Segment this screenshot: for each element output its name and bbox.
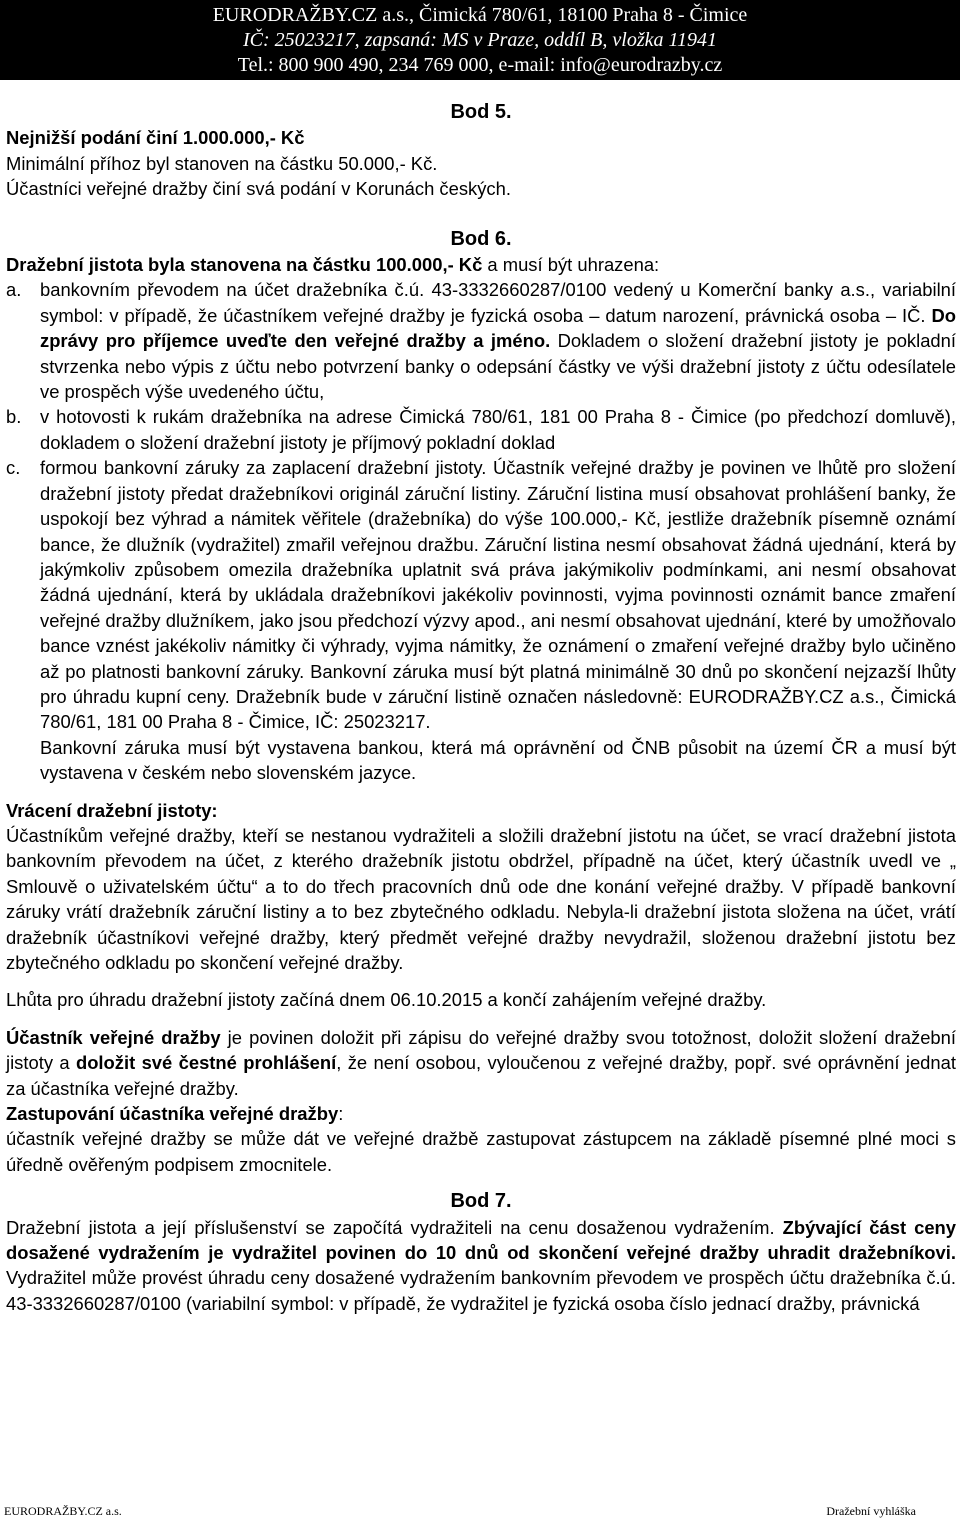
refund-heading: Vrácení dražební jistoty: xyxy=(6,799,218,821)
bod7-text: Dražební jistota a její příslušenství se započítá vydražiteli na cenu dosaženou vydražením. Zbývající část ceny dosažené vydražením je vydražitel povinen do 10 dnů od skončení veřejné dražby uhradit dražebníkovi. Vydražitel může provést úhradu ceny dosažené vydražením bankovním převodem ve prospěch účtu dražebníka č.ú. 43-3332660287/0100 (variabilní symbol: v případě, že vydražitel je fyzická osoba číslo jednací dražby, právnická xyxy=(6,1216,957,1314)
currency-note: Účastníci veřejné dražby činí svá podání v Korunách českých. xyxy=(6,178,511,200)
min-increment: Minimální příhoz byl stanoven na částku 50.000,- Kč. xyxy=(6,152,438,174)
payment-option-a: a. bankovním převodem na účet dražebníka č.ú. 43-3332660287/0100 vedený u Komerční banky a.s., variabilní symbol: v případě, že účastníkem veřejné dražby je fyzická osoba – datum narození, právnická osoba – IČ. Do zprávy pro příjemce uveďte den veřejné dražby a jméno. Dokladem o složení dražební jistoty je pokladní stvrzenka nebo výpis z účtu nebo potvrzení banky o odepsání částky ve výši dražební jistoty z účtu odesílatele ve prospěch výše uvedeného účtu, xyxy=(6,279,956,403)
company-registration-line: IČ: 25023217, zapsaná: MS v Praze, oddíl B, vložka 11941 xyxy=(242,29,718,51)
footer-document-title: Dražební vyhláška xyxy=(826,1504,916,1518)
min-bid: Nejnižší podání činí 1.000.000,- Kč xyxy=(6,127,305,149)
payment-option-c: c. formou bankovní záruky za zaplacení dražební jistoty. Účastník veřejné dražby je povinen ve lhůtě pro složení dražební jistoty předat dražebníkovi originál záruční listiny. Záruční listina musí obsahovat prohlášení banky, že uspokojí bez výhrad a námitek věřitele (dražebníka) do výše 100.000,- Kč, jestliže dražebník písemně oznámí bance, že dlužník (vydražitel) zmařil veřejnou dražbu. Záruční listina nesmí obsahovat žádná ujednání, která by jakýmkoliv způsobem omezila dražebníka uplatnit svá práva jakýmikoliv podmínkami, ani nesmí obsahovat žádná ujednání, která by ukládala dražebníkovi jakékoliv povinnosti, vyjma povinnosti oznámit bance zmaření veřejné dražby dlužníkem, jako jsou předchozí výzvy apod., ani nesmí obsahovat ujednání, které by umožňovalo bance vznést jakékoliv námitky či výhrady, vyjma námitky, že oznámení o zmaření veřejné dražby bylo učiněno až po platnosti bankovní záruky. Bankovní záruka musí být platná minimálně 30 dnů po skončení nejzazší lhůty pro úhradu kupní ceny. Dražebník bude v záruční listině označen následovně: EURODRAŽBY.CZ a.s., Čimická 780/61, 181 00 Praha 8 - Čimice, IČ: 25023217. xyxy=(6,457,956,733)
bod5-title: Bod 5. xyxy=(450,101,512,123)
bod7-title: Bod 7. xyxy=(450,1190,512,1213)
company-name-line: EURODRAŽBY.CZ a.s., Čimická 780/61, 18100 Praha 8 - Čimice xyxy=(212,4,748,26)
representation-heading: Zastupování účastníka veřejné dražby: xyxy=(6,1103,344,1125)
company-contact-line: Tel.: 800 900 490, 234 769 000, e-mail: info@eurodrazby.cz xyxy=(237,54,723,76)
participant-duties: Účastník veřejné dražby je povinen doložit při zápisu do veřejné dražby svou totožnost, doložit složení dražební jistoty a doložit své čestné prohlášení, že není osobou, vyloučenou z veřejné dražby, popř. své oprávnění jednat za účastníka veřejné dražby. xyxy=(6,1026,956,1099)
company-header xyxy=(0,0,960,80)
bod6-intro: Dražební jistota byla stanovena na částku 100.000,- Kč a musí být uhrazena: xyxy=(6,254,660,276)
refund-text: Účastníkům veřejné dražby, kteří se nestanou vydražiteli a složili dražební jistotu na účet, se vrací dražební jistota bankovním převodem na účet, z kterého dražebník jistotu obdržel, případně na účet, který účastník uvedl ve „ Smlouvě o uživatelském účtu“ a to do třech pracovních dnů ode dne konání veřejné dražby. V případě bankovní záruky vrátí dražebník záruční listiny a to bez zbytečného odkladu. Nebyla-li dražební jistota složena na účet, vrátí dražebník účastníkovi veřejné dražby, který předmět veřejné dražby nevydražil, složenou dražební jistotu bez zbytečného odkladu po skončení veřejné dražby. xyxy=(6,824,956,973)
deposit-deadline: Lhůta pro úhradu dražební jistoty začíná dnem 06.10.2015 a končí zahájením veřejné dražby. xyxy=(6,989,767,1011)
payment-option-b: b. v hotovosti k rukám dražebníka na adrese Čimická 780/61, 181 00 Praha 8 - Čimice (po předchozí domluvě), dokladem o složení dražební jistoty je příjmový pokladní doklad xyxy=(6,406,956,453)
document-body xyxy=(6,100,956,1316)
bank-guarantee-note: Bankovní záruka musí být vystavena bankou, která má oprávnění od ČNB působit na území ČR a musí být vystavena v českém nebo slovenském jazyce. xyxy=(40,736,956,784)
page-footer xyxy=(0,1500,960,1520)
bod6-title: Bod 6. xyxy=(450,227,512,250)
representation-text: účastník veřejné dražby se může dát ve veřejné dražbě zastupovat zástupcem na základě písemné plné moci s úředně ověřeným podpisem zmocnitele. xyxy=(6,1128,956,1175)
footer-company: EURODRAŽBY.CZ a.s. xyxy=(4,1504,122,1518)
